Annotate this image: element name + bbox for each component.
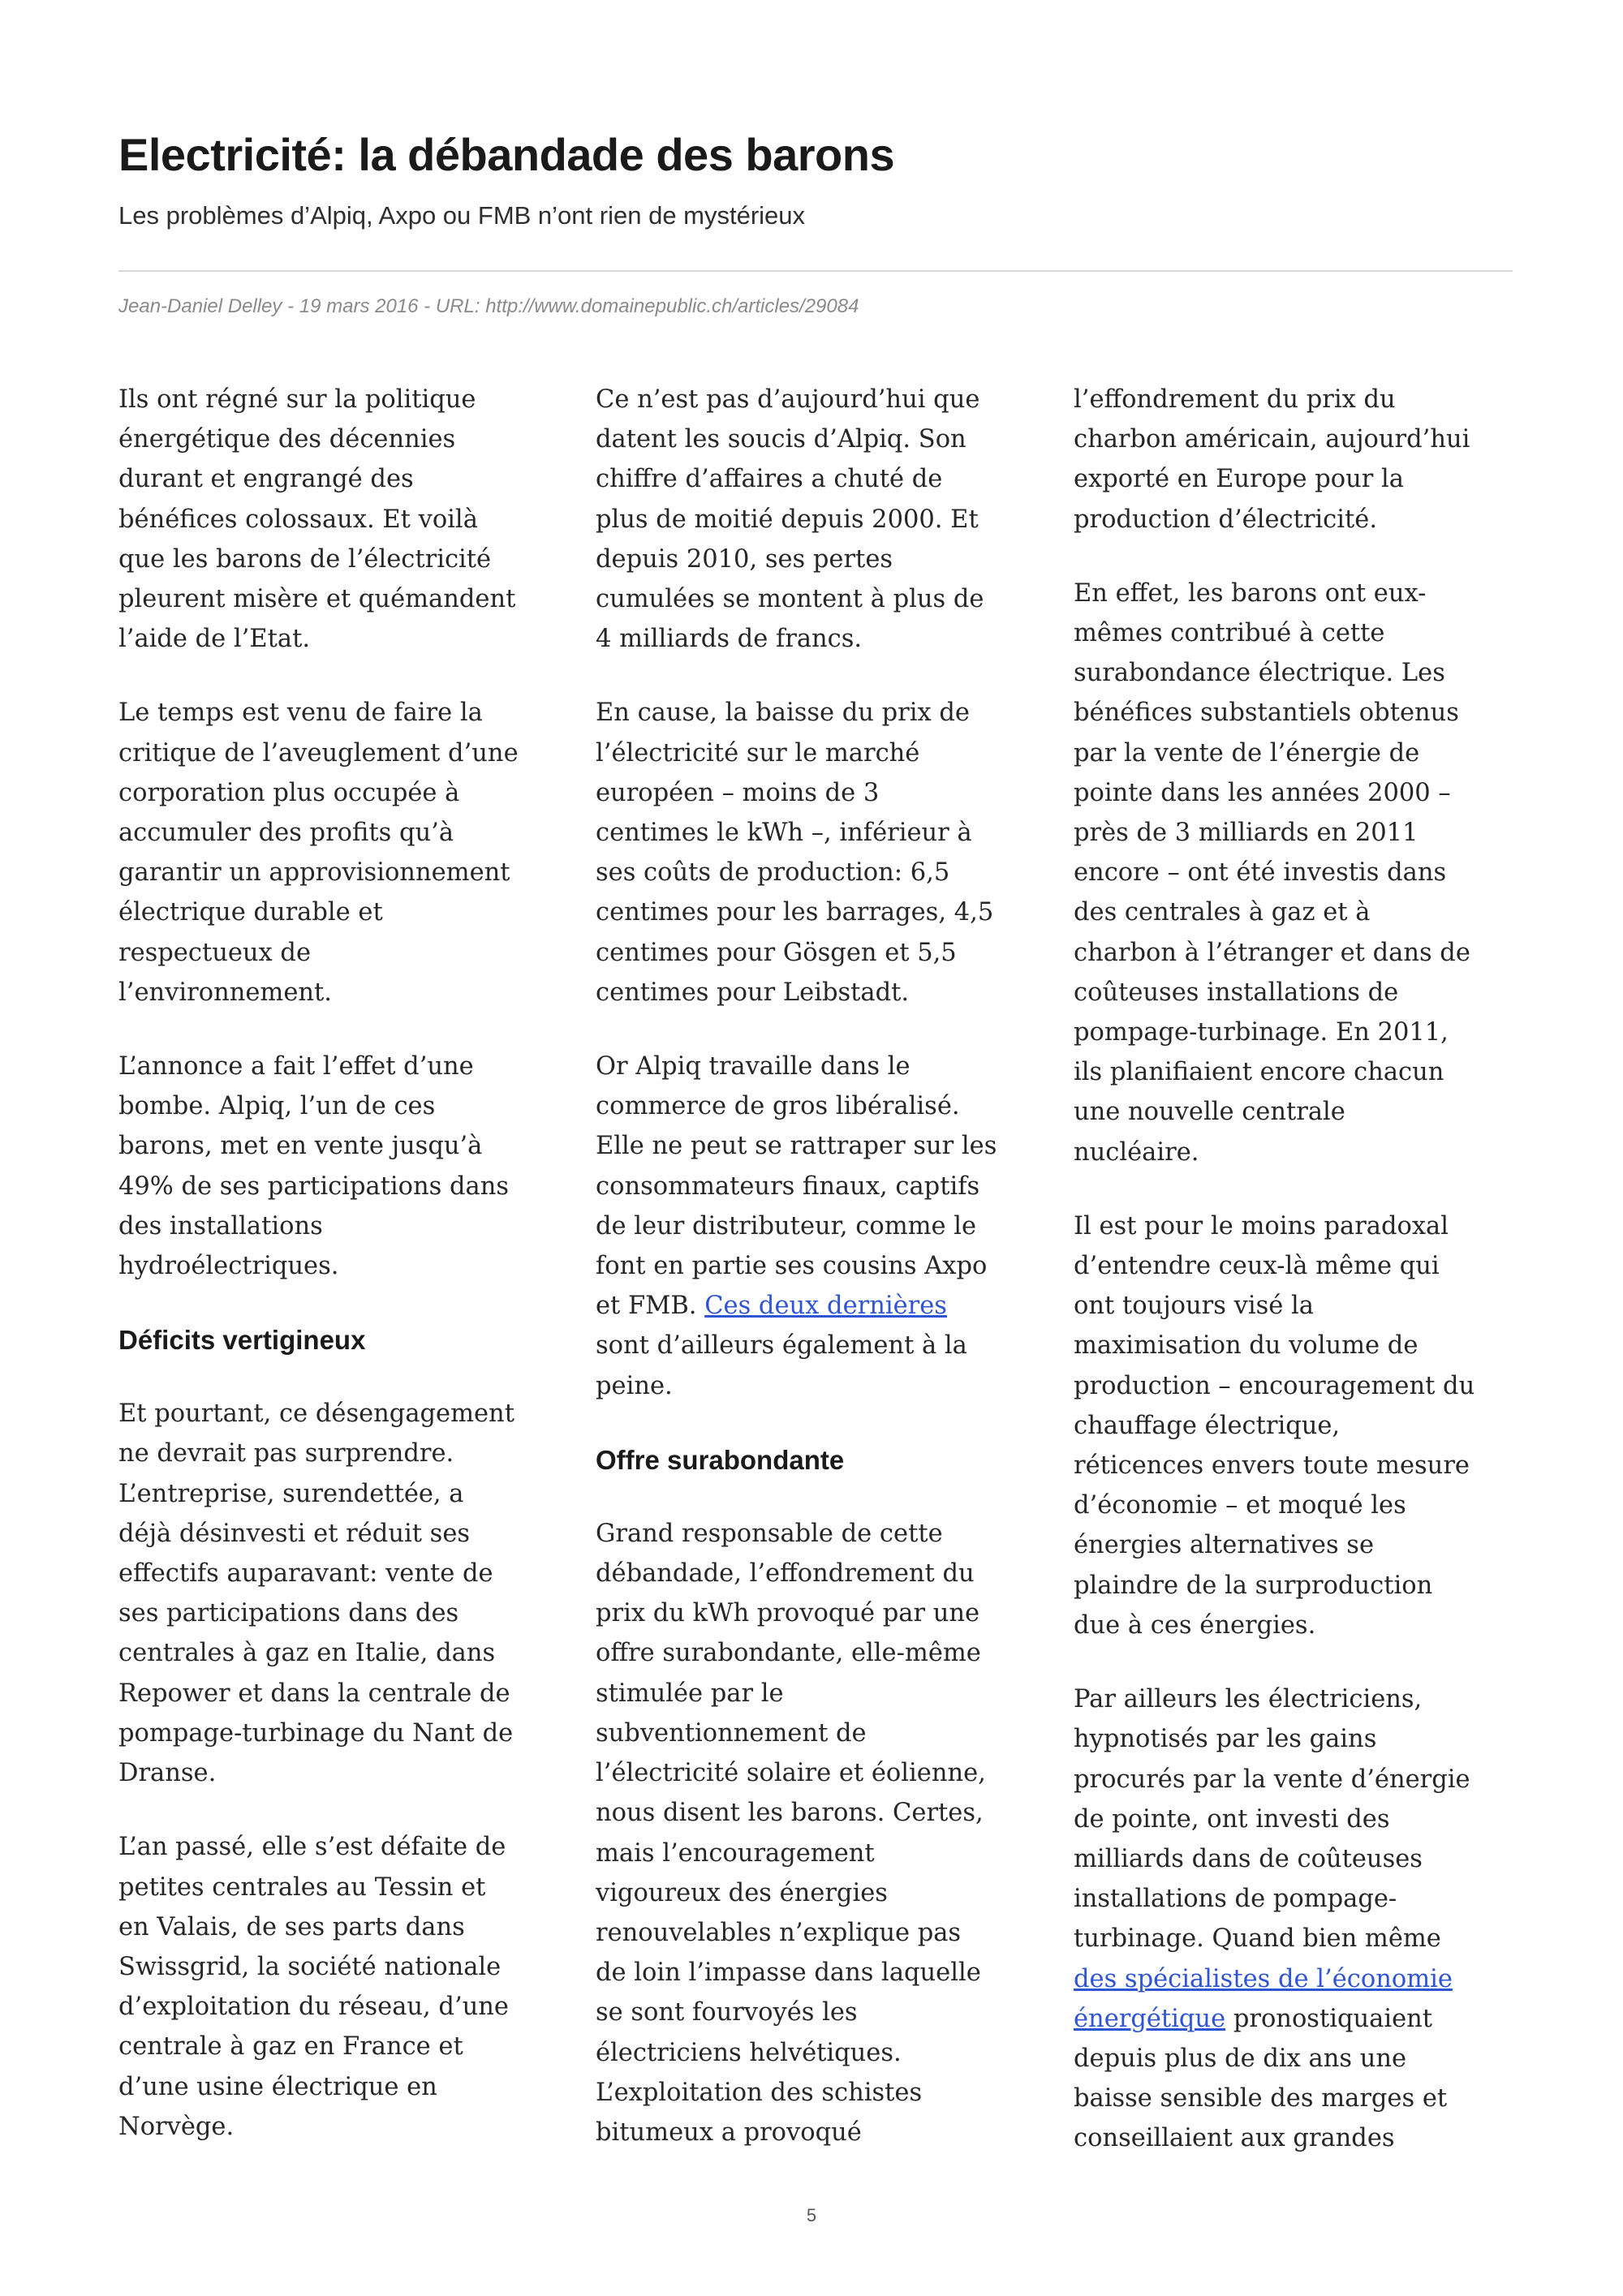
- paragraph-line: stimulée par le: [596, 1679, 784, 1708]
- paragraph-line: chiffre d’affaires a chuté de: [596, 465, 943, 494]
- paragraph-line: pointe dans les années 2000 –: [1074, 778, 1451, 807]
- paragraph-line: Et pourtant, ce désengagement: [118, 1400, 514, 1429]
- paragraph-line: effectifs auparavant: vente de: [118, 1559, 493, 1589]
- paragraph-line: L’annonce a fait l’effet d’une: [118, 1052, 474, 1081]
- text-column-1: [118, 380, 573, 2181]
- paragraph-line: plus de moitié depuis 2000. Et: [596, 505, 979, 534]
- paragraph-line: commerce de gros libéralisé.: [596, 1092, 960, 1121]
- paragraph-line: des installations: [118, 1211, 323, 1240]
- paragraph: [596, 1514, 1050, 2152]
- paragraph-line: d’économie – et moqué les: [1074, 1491, 1406, 1520]
- paragraph: [596, 693, 1050, 1013]
- paragraph-line: plaindre de la surproduction: [1074, 1571, 1433, 1600]
- paragraph: [596, 380, 1050, 659]
- paragraph-line: installations de pompage-: [1074, 1885, 1397, 1914]
- paragraph-line: centrales à gaz en Italie, dans: [118, 1639, 496, 1668]
- paragraph-line: [1074, 1999, 1528, 2039]
- paragraph-line: depuis plus de dix ans une: [1074, 2044, 1407, 2073]
- paragraph-line: respectueux de: [118, 938, 312, 967]
- paragraph-line: hypnotisés par les gains: [1074, 1725, 1377, 1754]
- paragraph-line: cumulées se montent à plus de: [596, 585, 984, 614]
- paragraph-line: surabondance électrique. Les: [1074, 659, 1445, 688]
- paragraph-line: accumuler des profits qu’à: [118, 819, 454, 848]
- paragraph-line: l’aide de l’Etat.: [118, 625, 311, 654]
- paragraph-line: subventionnement de: [596, 1718, 867, 1748]
- paragraph: [118, 1047, 573, 1286]
- paragraph-line: exporté en Europe pour la: [1074, 465, 1404, 494]
- paragraph-line: ses participations dans des: [118, 1599, 459, 1628]
- paragraph-line: Or Alpiq travaille dans le: [596, 1052, 911, 1081]
- paragraph-line: pompage-turbinage. En 2011,: [1074, 1018, 1449, 1047]
- paragraph-line: de pointe, ont investi des: [1074, 1804, 1390, 1834]
- paragraph-line: électriciens helvétiques.: [596, 2038, 902, 2067]
- paragraph-line: énergétique des décennies: [118, 425, 456, 454]
- paragraph-line: coûteuses installations de: [1074, 978, 1399, 1007]
- article-title: Electricité: la débandade des barons: [118, 129, 895, 180]
- paragraph-line: européen – moins de 3: [596, 778, 880, 807]
- paragraph-line: Elle ne peut se rattraper sur les: [596, 1132, 997, 1161]
- paragraph-line: centimes pour Leibstadt.: [596, 978, 910, 1007]
- paragraph-line: bombe. Alpiq, l’un de ces: [118, 1092, 436, 1121]
- paragraph-line: bénéfices substantiels obtenus: [1074, 699, 1459, 728]
- paragraph: [1074, 574, 1528, 1172]
- paragraph-line: petites centrales au Tessin et: [118, 1872, 486, 1902]
- paragraph-line: baisse sensible des marges et: [1074, 2084, 1448, 2113]
- paragraph-line: [596, 1286, 1050, 1326]
- paragraph-line: d’une usine électrique en: [118, 2072, 437, 2101]
- paragraph-line: ses coûts de production: 6,5: [596, 858, 950, 888]
- paragraph: [1074, 1679, 1528, 2158]
- paragraph-line: de loin l’impasse dans laquelle: [596, 1958, 981, 1988]
- paragraph-line: En cause, la baisse du prix de: [596, 699, 970, 728]
- paragraph-line: Par ailleurs les électriciens,: [1074, 1685, 1423, 1714]
- paragraph-line: maximisation du volume de: [1074, 1331, 1419, 1361]
- paragraph-line: des centrales à gaz et à: [1074, 898, 1371, 927]
- page-number: 5: [806, 2205, 817, 2225]
- paragraph-line: d’entendre ceux-là même qui: [1074, 1252, 1440, 1281]
- paragraph-text: et FMB.: [596, 1292, 705, 1321]
- paragraph-line: Dranse.: [118, 1759, 217, 1788]
- paragraph-line: Swissgrid, la société nationale: [118, 1952, 502, 1981]
- paragraph-line: encore – ont été investis dans: [1074, 858, 1447, 888]
- paragraph-line: production d’électricité.: [1074, 505, 1378, 534]
- paragraph-line: hydroélectriques.: [118, 1252, 339, 1281]
- link-specialistes-1[interactable]: des spécialistes de l’économie: [1074, 1964, 1453, 1993]
- paragraph-line: peine.: [596, 1371, 673, 1400]
- text-column-2: [596, 380, 1050, 2186]
- text-column-3: [1074, 380, 1528, 2193]
- paragraph: [118, 1827, 573, 2147]
- paragraph-line: L’an passé, elle s’est défaite de: [118, 1833, 506, 1862]
- paragraph: [118, 693, 573, 1013]
- paragraph-line: de leur distributeur, comme le: [596, 1211, 977, 1240]
- paragraph-line: l’effondrement du prix du: [1074, 385, 1396, 414]
- paragraph-line: [1074, 1959, 1528, 1999]
- section-heading: Offre surabondante: [596, 1444, 845, 1475]
- paragraph-line: barons, met en vente jusqu’à: [118, 1132, 483, 1161]
- paragraph-line: offre surabondante, elle-même: [596, 1639, 981, 1668]
- paragraph-line: charbon à l’étranger et dans de: [1074, 938, 1470, 967]
- paragraph-line: Il est pour le moins paradoxal: [1074, 1211, 1449, 1240]
- article-byline: Jean-Daniel Delley - 19 mars 2016 - URL: http://www.domainepublic.ch/articles/29084: [118, 295, 859, 317]
- paragraph-line: centimes pour les barrages, 4,5: [596, 898, 994, 927]
- paragraph-line: mais l’encouragement: [596, 1838, 875, 1868]
- paragraph-line: conseillaient aux grandes: [1074, 2124, 1395, 2153]
- paragraph-line: l’électricité sur le marché: [596, 738, 920, 767]
- paragraph-line: Repower et dans la centrale de: [118, 1679, 510, 1708]
- paragraph-line: Grand responsable de cette: [596, 1519, 943, 1548]
- paragraph-line: électrique durable et: [118, 898, 383, 927]
- paragraph-lines: [596, 1326, 1050, 1405]
- paragraph-line: prix du kWh provoqué par une: [596, 1599, 980, 1628]
- paragraph-line: l’électricité solaire et éolienne,: [596, 1759, 986, 1788]
- paragraph-lines: [596, 1047, 1050, 1286]
- link-specialistes-2[interactable]: énergétique: [1074, 2004, 1226, 2033]
- paragraph-line: nucléaire.: [1074, 1137, 1199, 1167]
- paragraph-line: L’exploitation des schistes: [596, 2078, 923, 2107]
- paragraph-line: centimes le kWh –, inférieur à: [596, 819, 972, 848]
- paragraph-lines: [1074, 2039, 1528, 2159]
- paragraph-line: 4 milliards de francs.: [596, 625, 863, 654]
- link-ces-deux-dernieres[interactable]: Ces deux dernières: [704, 1292, 947, 1321]
- header-divider: [118, 270, 1513, 272]
- paragraph-line: pleurent misère et quémandent: [118, 585, 516, 614]
- paragraph-line: Ce n’est pas d’aujourd’hui que: [596, 385, 980, 414]
- paragraph-text: pronostiquaient: [1225, 2004, 1433, 2033]
- paragraph-line: bénéfices colossaux. Et voilà: [118, 505, 478, 534]
- paragraph-line: datent les soucis d’Alpiq. Son: [596, 425, 966, 454]
- paragraph-line: une nouvelle centrale: [1074, 1098, 1345, 1127]
- paragraph-line: centimes pour Gösgen et 5,5: [596, 938, 957, 967]
- paragraph-line: chauffage électrique,: [1074, 1411, 1341, 1440]
- paragraph: [118, 380, 573, 659]
- paragraph: [118, 1394, 573, 1793]
- paragraph-line: charbon américain, aujourd’hui: [1074, 425, 1470, 454]
- paragraph-line: réticences envers toute mesure: [1074, 1451, 1470, 1481]
- paragraph-line: milliards dans de coûteuses: [1074, 1844, 1423, 1873]
- paragraph-line: l’environnement.: [118, 978, 332, 1007]
- paragraph-line: débandade, l’effondrement du: [596, 1559, 975, 1589]
- paragraph-line: 49% de ses participations dans: [118, 1172, 510, 1201]
- paragraph-line: Ils ont régné sur la politique: [118, 385, 476, 414]
- paragraph-line: production – encouragement du: [1074, 1371, 1475, 1400]
- paragraph-line: En effet, les barons ont eux-: [1074, 578, 1427, 608]
- paragraph-line: consommateurs finaux, captifs: [596, 1172, 980, 1201]
- paragraph-line: mêmes contribué à cette: [1074, 619, 1385, 648]
- article-subtitle: Les problèmes d’Alpiq, Axpo ou FMB n’ont rien de mystérieux: [118, 201, 806, 230]
- paragraph-line: centrale à gaz en France et: [118, 2032, 463, 2062]
- paragraph-line: depuis 2010, ses pertes: [596, 544, 893, 574]
- paragraph-line: en Valais, de ses parts dans: [118, 1912, 465, 1941]
- paragraph-line: nous disent les barons. Certes,: [596, 1799, 984, 1828]
- paragraph-line: ont toujours visé la: [1074, 1292, 1314, 1321]
- paragraph-line: turbinage. Quand bien même: [1074, 1924, 1441, 1954]
- paragraph-line: par la vente de l’énergie de: [1074, 738, 1420, 767]
- paragraph-line: que les barons de l’électricité: [118, 544, 492, 574]
- paragraph-line: corporation plus occupée à: [118, 778, 460, 807]
- paragraph-line: se sont fourvoyés les: [596, 1998, 858, 2027]
- paragraph-line: due à ces énergies.: [1074, 1610, 1316, 1640]
- paragraph-line: déjà désinvesti et réduit ses: [118, 1519, 471, 1548]
- paragraph-line: font en partie ses cousins Axpo: [596, 1252, 988, 1281]
- paragraph-line: L’entreprise, surendettée, a: [118, 1479, 464, 1508]
- paragraph: [1074, 1206, 1528, 1645]
- paragraph-line: ne devrait pas surprendre.: [118, 1439, 454, 1468]
- paragraph-line: critique de l’aveuglement d’une: [118, 738, 519, 767]
- paragraph-line: Le temps est venu de faire la: [118, 699, 483, 728]
- paragraph-lines: [1074, 1679, 1528, 1958]
- paragraph-line: ils planifiaient encore chacun: [1074, 1058, 1444, 1087]
- paragraph-line: renouvelables n’explique pas: [596, 1918, 962, 1947]
- paragraph-line: énergies alternatives se: [1074, 1531, 1374, 1560]
- paragraph-line: vigoureux des énergies: [596, 1878, 888, 1907]
- section-heading: Déficits vertigineux: [118, 1325, 366, 1356]
- paragraph-line: sont d’ailleurs également à la: [596, 1331, 967, 1361]
- paragraph-line: d’exploitation du réseau, d’une: [118, 1993, 509, 2022]
- paragraph-line: pompage-turbinage du Nant de: [118, 1718, 514, 1748]
- paragraph: [1074, 380, 1528, 540]
- paragraph-line: durant et engrangé des: [118, 465, 414, 494]
- paragraph-line: bitumeux a provoqué: [596, 2118, 862, 2147]
- paragraph-line: procurés par la vente d’énergie: [1074, 1765, 1470, 1794]
- paragraph: [596, 1047, 1050, 1406]
- paragraph-line: Norvège.: [118, 2112, 235, 2141]
- paragraph-line: garantir un approvisionnement: [118, 858, 510, 888]
- paragraph-line: près de 3 milliards en 2011: [1074, 819, 1419, 848]
